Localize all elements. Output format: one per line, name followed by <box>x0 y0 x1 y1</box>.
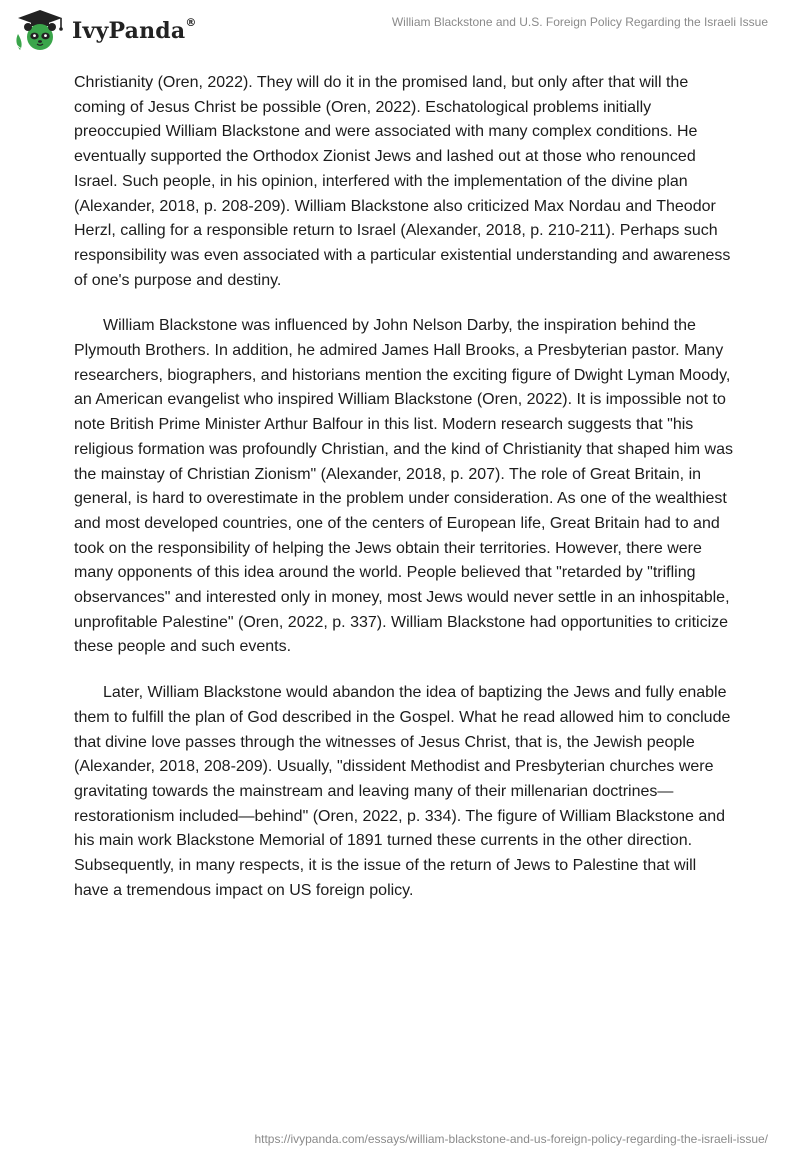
brand-name: IvyPanda® <box>72 16 197 44</box>
paragraph-1: Christianity (Oren, 2022). They will do it in the promised land, but only after that will the coming of Jesus Christ be possible (Oren, 2022). Eschatological problems initially preoccupied William Blackstone and were associated with many complex conditions. He eventually supported the Orthodox Zionist Jews and lashed out at those who renounced Israel. Such people, in his opinion, interfered with the implementation of the divine plan (Alexander, 2018, p. 208-209). William Blackstone also criticized Max Nordau and Theodor Herzl, calling for a responsible return to Israel (Alexander, 2018, p. 210-211). Perhaps such responsibility was even associated with a particular existential understanding and awareness of one's purpose and destiny. <box>74 74 731 289</box>
page-header <box>0 0 800 60</box>
source-url[interactable]: https://ivypanda.com/essays/william-blackstone-and-us-foreign-policy-regarding-the-israeli-issue/ <box>254 1132 768 1146</box>
panda-graduate-icon <box>12 8 68 54</box>
registered-mark: ® <box>185 16 197 29</box>
brand-logo[interactable] <box>12 8 197 54</box>
paragraph-2: William Blackstone was influenced by John Nelson Darby, the inspiration behind the Plymouth Brothers. In addition, he admired James Hall Brooks, a Presbyterian pastor. Many researchers, biographers, and historians mention the exciting figure of Dwight Lyman Moody, an American evangelist who inspired William Blackstone (Oren, 2022). It is impossible not to note British Prime Minister Arthur Balfour in this list. Modern research suggests that "his religious formation was profoundly Christian, and the kind of Christianity that shaped him was the mainstay of Christian Zionism" (Alexander, 2018, p. 207). The role of Great Britain, in general, is hard to overestimate in the problem under consideration. As one of the wealthiest and most developed countries, one of the centers of European life, Great Britain had to and took on the responsibility of helping the Jews obtain their territories. However, there were many opponents of this idea around the world. People believed that "retarded by "trifling observances" and interested only in money, most Jews would never settle in an inhospitable, unprofitable Palestine" (Oren, 2022, p. 337). William Blackstone had opportunities to criticize these people and such events. <box>74 317 733 656</box>
essay-body <box>74 71 734 925</box>
running-title: William Blackstone and U.S. Foreign Policy Regarding the Israeli Issue <box>391 15 768 29</box>
paragraph-3: Later, William Blackstone would abandon the idea of baptizing the Jews and fully enable them to fulfill the plan of God described in the Gospel. What he read allowed him to conclude that divine love passes through the witnesses of Jesus Christ, that is, the Jewish people (Alexander, 2018, 208-209). Usually, "dissident Methodist and Presbyterian churches were gravitating towards the mainstream and leaving many of their millenarian doctrines—restorationism included—behind" (Oren, 2022, p. 334). The figure of William Blackstone and his main work Blackstone Memorial of 1891 turned these currents in the other direction. Subsequently, in many respects, it is the issue of the return of Jews to Palestine that will have a tremendous impact on US foreign policy. <box>74 684 731 899</box>
